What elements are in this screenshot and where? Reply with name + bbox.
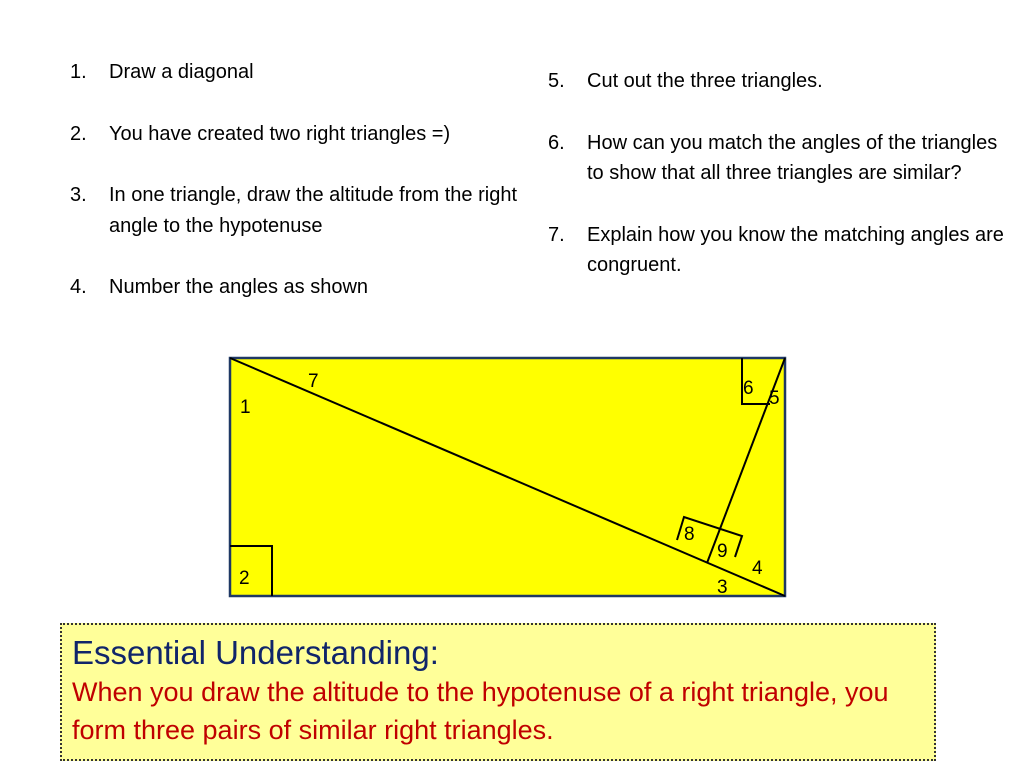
step-text: Explain how you know the matching angles are congruent. bbox=[587, 223, 1004, 276]
angle-label-2: 2 bbox=[239, 568, 250, 589]
angle-label-4: 4 bbox=[752, 558, 763, 579]
step-number: 1. bbox=[70, 61, 87, 83]
step-text: In one triangle, draw the altitude from the right angle to the hypotenuse bbox=[109, 184, 518, 237]
angle-label-5: 5 bbox=[769, 388, 780, 409]
angle-label-7: 7 bbox=[308, 371, 319, 392]
angle-label-1: 1 bbox=[240, 397, 251, 418]
angle-label-6: 6 bbox=[743, 378, 754, 399]
angle-label-8: 8 bbox=[684, 524, 695, 545]
step-number: 6. bbox=[548, 131, 565, 154]
step-number: 4. bbox=[70, 276, 87, 298]
step-text: Draw a diagonal bbox=[109, 61, 254, 83]
angle-label-9: 9 bbox=[717, 541, 728, 562]
step-number: 7. bbox=[548, 223, 565, 246]
step-number: 5. bbox=[548, 70, 565, 92]
step-text: How can you match the angles of the triangles to show that all three triangles are similar? bbox=[587, 131, 998, 184]
angle-label-3: 3 bbox=[717, 577, 728, 598]
step-text: Cut out the three triangles. bbox=[587, 70, 823, 92]
essential-understanding-title: Essential Understanding: bbox=[72, 634, 439, 671]
step-text: Number the angles as shown bbox=[109, 276, 369, 298]
essential-understanding-text: When you draw the altitude to the hypotenuse of a right triangle, you form three pairs of similar right triangles. bbox=[72, 677, 889, 745]
step-number: 3. bbox=[70, 184, 87, 206]
step-number: 2. bbox=[70, 122, 87, 145]
step-text: You have created two right triangles =) bbox=[109, 122, 451, 145]
essential-understanding-box bbox=[60, 623, 936, 761]
